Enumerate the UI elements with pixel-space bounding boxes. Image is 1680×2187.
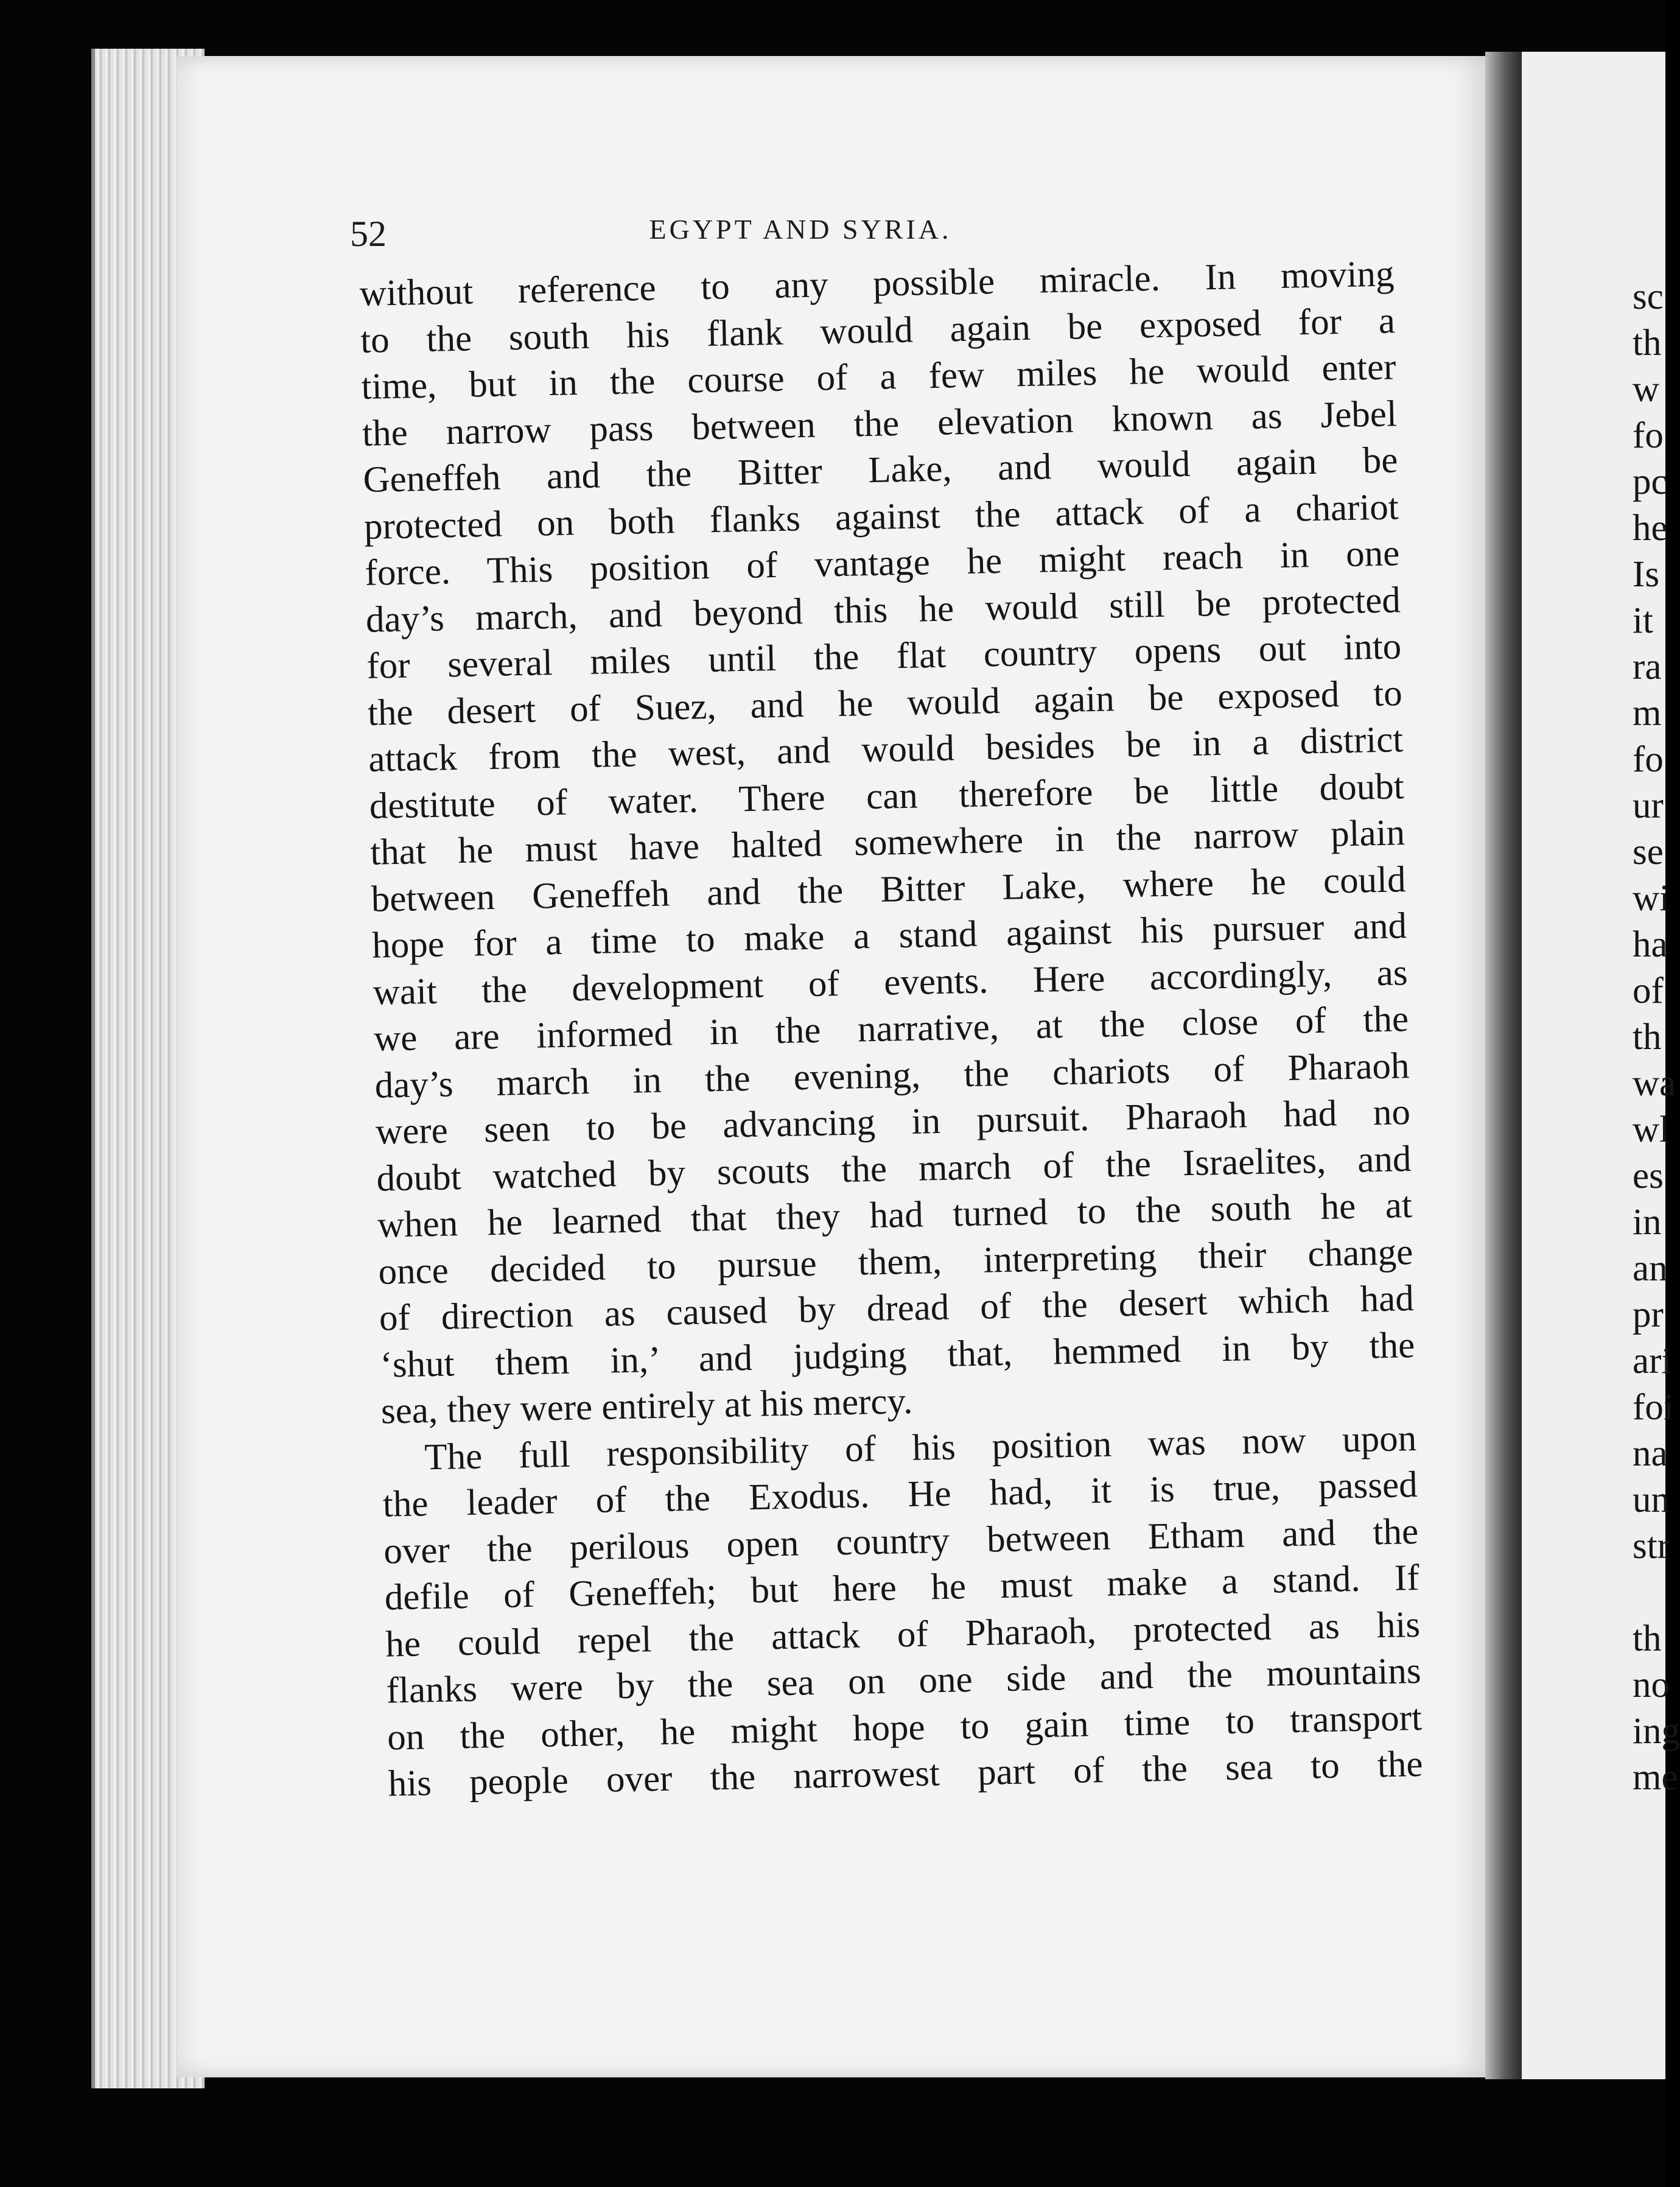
- text-line: day’s march in the evening, the chariots of Pharaoh: [374, 1045, 1410, 1106]
- running-head-title: EGYPT AND SYRIA.: [649, 214, 952, 245]
- facing-fragment: Is: [1633, 554, 1660, 595]
- facing-fragment: th: [1633, 1618, 1662, 1659]
- text-line: when he learned that they had turned to the south he at: [377, 1185, 1413, 1246]
- facing-fragment: in: [1633, 1202, 1662, 1243]
- text-line: on the other, he might hope to gain time to transport: [387, 1697, 1423, 1758]
- text-line: once decided to pursue them, interpreting their change: [377, 1231, 1413, 1293]
- facing-fragment: wi: [1633, 878, 1670, 919]
- text-line: doubt watched by scouts the march of the Israelites, and: [376, 1138, 1412, 1199]
- text-line: the leader of the Exodus. He had, it is true, passed: [382, 1464, 1418, 1525]
- facing-fragment: it: [1633, 600, 1653, 641]
- facing-fragment: th: [1633, 323, 1662, 363]
- text-line: hope for a time to make a stand against his pursuer and: [371, 905, 1407, 966]
- facing-fragment: ra: [1633, 647, 1662, 687]
- text-line: over the perilous open country between Etham and the: [383, 1511, 1419, 1572]
- facing-fragment: wl: [1633, 1109, 1670, 1150]
- facing-fragment: str: [1633, 1526, 1670, 1567]
- text-line: to the south his flank would again be exposed for a: [360, 300, 1396, 361]
- text-line: wait the development of events. Here accordingly, as: [373, 952, 1409, 1013]
- facing-fragment: ur: [1633, 785, 1664, 826]
- text-line: attack from the west, and would besides be in a district: [368, 719, 1404, 780]
- facing-fragment: na: [1633, 1433, 1668, 1474]
- facing-fragment: ha: [1633, 924, 1668, 965]
- text-line: protected on both flanks against the attack of a chariot: [363, 486, 1399, 547]
- facing-fragment: no: [1633, 1665, 1670, 1705]
- facing-paragraph-gap: [1633, 1570, 1665, 1616]
- text-line: defile of Geneffeh; but here he must make a stand. If: [384, 1557, 1420, 1618]
- text-line: time, but in the course of a few miles he would enter: [361, 346, 1396, 407]
- facing-fragment: of: [1633, 971, 1664, 1011]
- facing-fragment: fo: [1633, 415, 1664, 456]
- facing-fragment: un: [1633, 1480, 1670, 1520]
- book-gutter: [1485, 52, 1522, 2079]
- page-number: 52: [350, 214, 387, 254]
- text-line: day’s march, and beyond this he would still be protected: [365, 579, 1401, 641]
- text-line: ‘shut them in,’ and judging that, hemmed in by the: [379, 1324, 1415, 1386]
- facing-fragment: pr: [1633, 1294, 1664, 1335]
- body-text: [359, 251, 1423, 1808]
- facing-fragment: m: [1633, 693, 1662, 734]
- text-line: he could repel the attack of Pharaoh, protected as his: [385, 1604, 1421, 1665]
- text-line: that he must have halted somewhere in the narrow plain: [369, 812, 1405, 873]
- text-line: the desert of Suez, and he would again be exposed to: [367, 672, 1403, 734]
- text-line: force. This position of vantage he might reach in one: [364, 533, 1400, 594]
- text-line: without reference to any possible miracle. In moving: [359, 253, 1395, 314]
- facing-fragment: foi: [1633, 1387, 1674, 1428]
- running-head: [350, 207, 1251, 262]
- text-line: for several miles until the flat country opens out into: [366, 626, 1402, 687]
- facing-fragment: ing: [1633, 1711, 1680, 1752]
- facing-fragment: he: [1633, 508, 1668, 549]
- text-line: flanks were by the sea on one side and the mountains: [386, 1650, 1422, 1711]
- facing-page-text: [1633, 274, 1680, 1801]
- paragraph-first-line: The full responsibility of his position was now upon: [424, 1417, 1417, 1478]
- text-line: were seen to be advancing in pursuit. Pharaoh had no: [375, 1092, 1411, 1153]
- facing-fragment: th: [1633, 1017, 1662, 1058]
- text-line: destitute of water. There can therefore be little doubt: [369, 765, 1405, 827]
- text-line: the narrow pass between the elevation known as Jebel: [362, 393, 1398, 454]
- facing-fragment: sc: [1633, 276, 1664, 317]
- text-line: his people over the narrowest part of the sea to the: [388, 1743, 1424, 1805]
- facing-fragment: ari: [1633, 1341, 1672, 1381]
- text-line: of direction as caused by dread of the desert which had: [379, 1278, 1415, 1339]
- facing-fragment: me: [1633, 1757, 1678, 1798]
- facing-fragment: w: [1633, 369, 1660, 410]
- text-line: between Geneffeh and the Bitter Lake, where he could: [371, 858, 1407, 920]
- facing-fragment: es: [1633, 1156, 1664, 1196]
- facing-fragment: se: [1633, 832, 1664, 872]
- facing-fragment: an: [1633, 1248, 1668, 1289]
- paragraph-last-line: sea, they were entirely at his mercy.: [380, 1380, 913, 1432]
- facing-fragment: pc: [1633, 462, 1668, 502]
- text-line: Geneffeh and the Bitter Lake, and would again be: [362, 440, 1398, 500]
- facing-fragment: wa: [1633, 1063, 1676, 1104]
- text-line: we are informed in the narrative, at the close of the: [373, 999, 1409, 1059]
- facing-fragment: fo: [1633, 739, 1664, 780]
